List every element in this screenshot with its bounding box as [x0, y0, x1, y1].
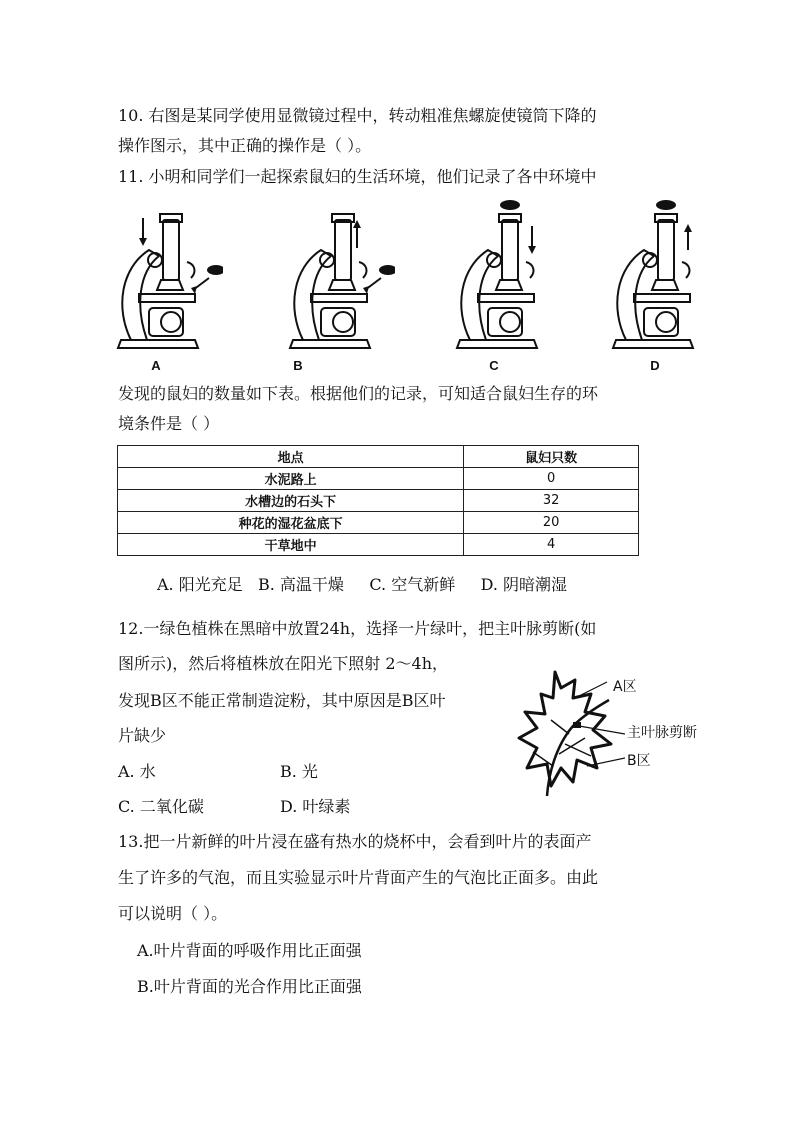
- microscope-b-figure: [285, 198, 395, 358]
- leaf-label-vein-cut: 主叶脉剪断: [627, 725, 697, 741]
- microscope-a-figure: [113, 198, 223, 358]
- woodlouse-survey-table: [117, 445, 639, 556]
- q10-line-2: 操作图示，其中正确的操作是（ ）。: [118, 136, 372, 155]
- leaf-label-area-b: B区: [627, 753, 651, 769]
- table-row: [118, 490, 639, 512]
- q11-line-3: 境条件是（ ）: [118, 414, 220, 433]
- q12-line-3: 发现B区不能正常制造淀粉，其中原因是B区叶: [118, 691, 446, 710]
- table-header-row: [118, 446, 639, 468]
- q13-line-2: 生了许多的气泡，而且实验显示叶片背面产生的气泡比正面多。由此: [118, 868, 599, 887]
- microscope-c-label: C: [489, 358, 499, 373]
- header-place: 地点: [118, 446, 464, 468]
- table-row: [118, 534, 639, 556]
- q12-line-1: 12.一绿色植株在黑暗中放置24h，选择一片绿叶，把主叶脉剪断(如: [118, 619, 597, 638]
- table-cell-count: 32: [464, 490, 639, 512]
- q10-line-1: 10. 右图是某同学使用显微镜过程中，转动粗准焦螺旋使镜筒下降的: [118, 106, 597, 125]
- q12-line-2: 图所示)，然后将植株放在阳光下照射 2～4h，: [118, 654, 448, 673]
- q12-line-4: 片缺少: [118, 726, 167, 745]
- leaf-label-area-a: A区: [613, 679, 637, 695]
- table-row: [118, 512, 639, 534]
- microscope-c-icon: [452, 198, 562, 358]
- q11-options: A. 阳光充足 B. 高温干燥 C. 空气新鲜 D. 阴暗潮湿: [157, 575, 568, 594]
- microscope-d-figure: [608, 198, 718, 358]
- q11-line-2: 发现的鼠妇的数量如下表。根据他们的记录，可知适合鼠妇生存的环: [118, 384, 599, 403]
- table-cell-place: 干草地中: [118, 534, 464, 556]
- q13-option-a: A.叶片背面的呼吸作用比正面强: [137, 941, 362, 960]
- microscope-a-icon: [113, 198, 223, 358]
- table-cell-place: 水槽边的石头下: [118, 490, 464, 512]
- table-cell-place: 水泥路上: [118, 468, 464, 490]
- table-cell-place: 种花的湿花盆底下: [118, 512, 464, 534]
- microscope-b-icon: [285, 198, 395, 358]
- q13-line-1: 13.把一片新鲜的叶片浸在盛有热水的烧杯中，会看到叶片的表面产: [118, 832, 592, 851]
- microscope-d-icon: [608, 198, 718, 358]
- table-cell-count: 0: [464, 468, 639, 490]
- table-row: [118, 468, 639, 490]
- q13-line-3: 可以说明（ ）。: [118, 904, 228, 923]
- table-cell-count: 4: [464, 534, 639, 556]
- q12-option-b: B. 光: [280, 762, 318, 781]
- q11-line-1: 11. 小明和同学们一起探索鼠妇的生活环境，他们记录了各中环境中: [118, 167, 597, 186]
- microscope-b-label: B: [293, 358, 303, 373]
- q13-option-b: B.叶片背面的光合作用比正面强: [137, 977, 362, 996]
- leaf-icon: [515, 668, 625, 804]
- q12-option-c: C. 二氧化碳: [118, 797, 204, 816]
- microscope-d-label: D: [650, 358, 660, 373]
- microscope-c-figure: [452, 198, 562, 358]
- microscope-a-label: A: [151, 358, 161, 373]
- leaf-figure: [515, 668, 697, 808]
- q12-option-a: A. 水: [118, 762, 156, 781]
- q12-option-d: D. 叶绿素: [280, 797, 351, 816]
- header-count: 鼠妇只数: [464, 446, 639, 468]
- table-cell-count: 20: [464, 512, 639, 534]
